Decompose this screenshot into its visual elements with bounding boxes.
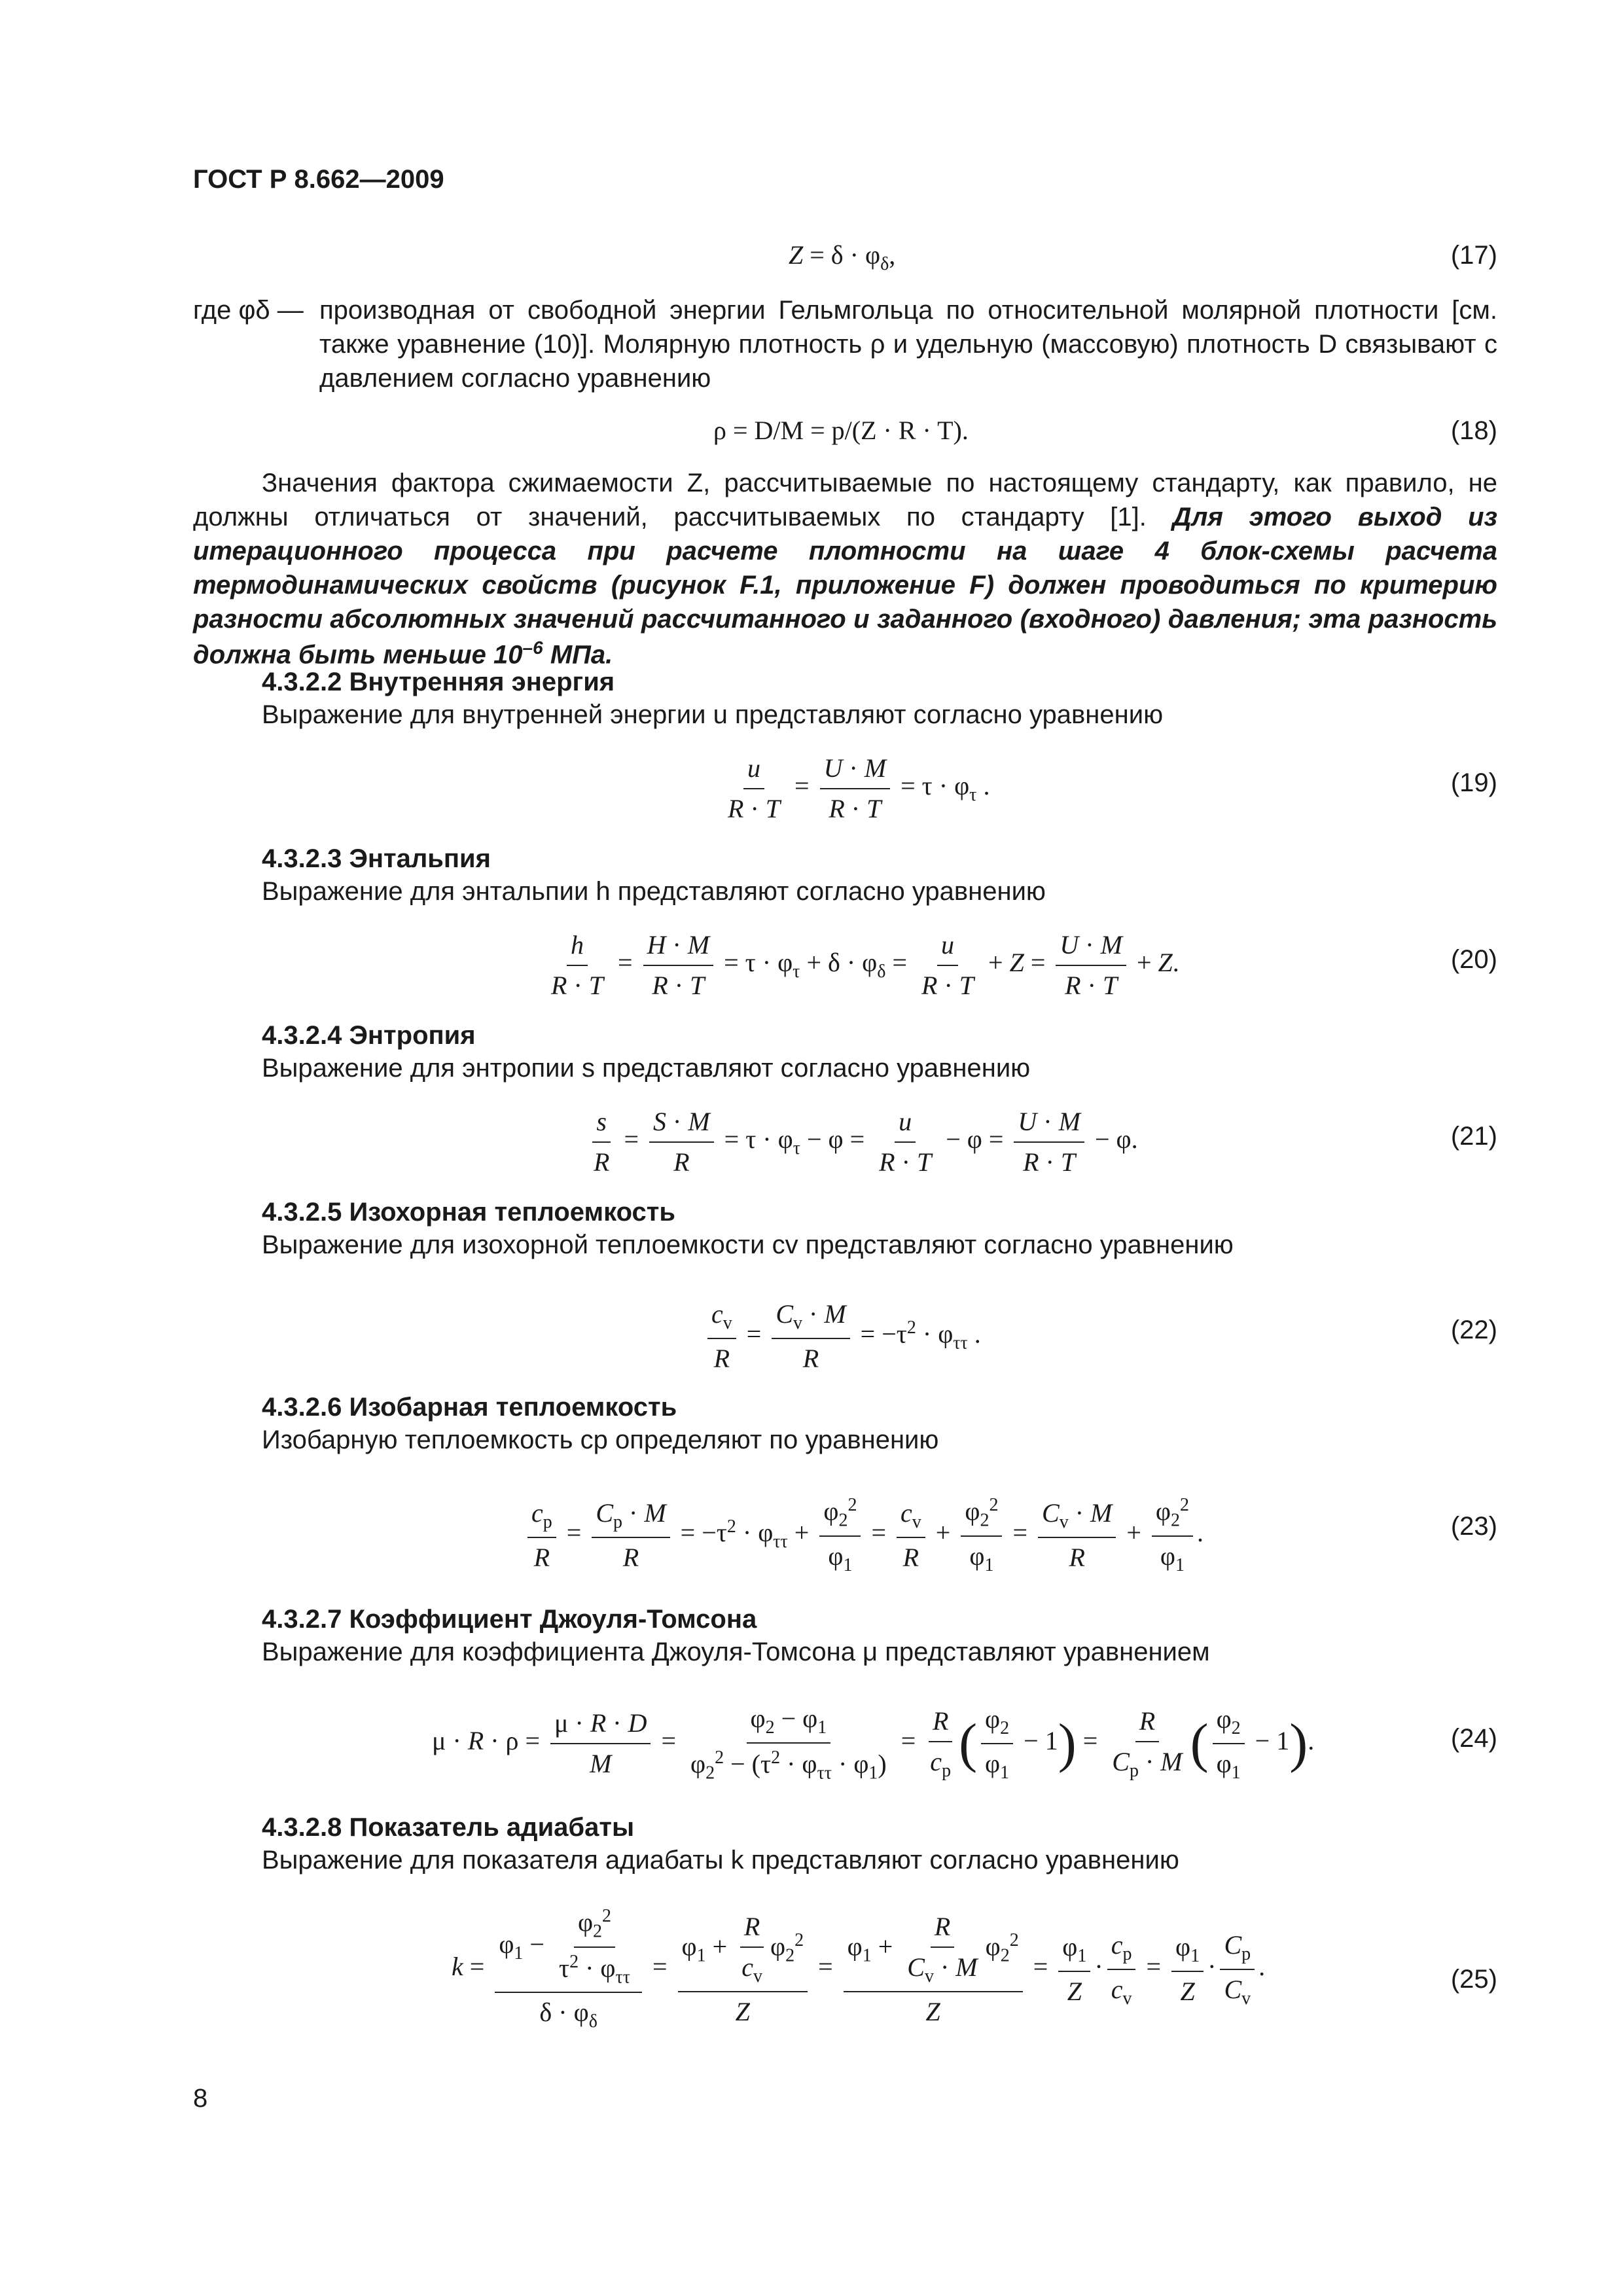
equation-number-23: (23): [1450, 1512, 1497, 1541]
section-text-internal-energy: Выражение для внутренней энергии u представляют согласно уравнению: [262, 700, 1164, 729]
section-title-enthalpy: 4.3.2.3 Энтальпия: [262, 844, 491, 873]
section-title-adiabatic-index: 4.3.2.8 Показатель адиабаты: [262, 1813, 635, 1842]
section-text-isobaric-heat: Изобарную теплоемкость cp определяют по уравнению: [262, 1426, 939, 1454]
equation-17: $Z = \delta \cdot \varphi_\delta$,: [789, 240, 896, 274]
where-label: где φδ —: [193, 296, 304, 325]
section-title-internal-energy: 4.3.2.2 Внутренняя энергия: [262, 668, 615, 696]
equation-number-25: (25): [1450, 1965, 1497, 1994]
equation-22: $\frac{c_v}{R}$ = $\frac{C_v \cdot M}{R}$ = $-\tau^2 \cdot \varphi_{\tau\tau}$ .: [704, 1297, 981, 1376]
section-title-entropy: 4.3.2.4 Энтропия: [262, 1021, 476, 1050]
equation-21: $\frac{s}{R}$ = $\frac{S \cdot M}{R}$ = $\tau \cdot \varphi_\tau - \varphi$ = $\frac{u}{R \cdot T}$ − φ = $\frac{U \cdot M}{R \cdot T}$ − φ.: [586, 1105, 1138, 1179]
equation-number-22: (22): [1450, 1316, 1497, 1344]
equation-number-21: (21): [1450, 1122, 1497, 1151]
equation-18: ρ = D/M = p/(Z · R · T).: [713, 416, 969, 445]
paragraph-unit: МПа.: [543, 640, 613, 670]
equation-19: $\frac{u}{R \cdot T}$ = $\frac{U \cdot M}{R \cdot T}$ = $\tau \cdot \varphi_\tau$ .: [720, 751, 990, 826]
paragraph-bold-italic-text: Для этого выход из итерационного процесса при расчете плотности на шаге 4 блок-схемы расчета термодинамических свойств (рисунок F.1, приложение F) должен проводиться по критерию разности абсолютных значений рассчитанного и заданного (входного) давления; эта разность должна быть меньше 10: [193, 503, 1497, 670]
equation-25: k = $\varphi_1$ − $\frac{\varphi_2^2}{\tau^2 \cdot \varphi_{\tau\tau}}$ $\delta \cdot \varphi_\delta$ = $\varphi_1$ + $\frac{R}{c_v}$ $\varphi_2^2$ Z = $\varphi_1$ + $\frac{R}{C_v \cdot M}$ $\varphi_2^2$ Z = $\frac{\varphi_1}{Z}$ · $\frac{c_p}{c_v}$ = $\frac{\varphi_1}{Z}$ · $\frac{C_p}{C_v}$ .: [452, 1906, 1266, 2032]
where-text: производная от свободной энергии Гельмгольца по относительной молярной плотности [см. также уравнение (10)]. Молярную плотность ρ и удельную (массовую) плотность D связывают с давлением согласно уравнению: [319, 296, 1497, 393]
paragraph-exponent: –6: [522, 637, 543, 658]
equation-number-20: (20): [1450, 945, 1497, 974]
section-text-entropy: Выражение для энтропии s представляют согласно уравнению: [262, 1054, 1031, 1083]
section-title-joule-thomson: 4.3.2.7 Коэффициент Джоуля-Томсона: [262, 1605, 757, 1634]
equation-24: μ · R · ρ = $\frac{\mu \cdot R \cdot D}{M}$ = $\frac{\varphi_2 - \varphi_1}{\varphi_2^2 - (\tau^2 \cdot \varphi_{\tau\tau} \cdot \varphi_1)}$ = $\frac{R}{c_p}$ ( $\frac{\varphi_2}{\varphi_1}$ − 1) = $\frac{R}{C_p \cdot M}$ ( $\frac{\varphi_2}{\varphi_1}$ − 1).: [432, 1702, 1314, 1785]
document-header: ГОСТ Р 8.662—2009: [193, 165, 444, 194]
section-title-isochoric-heat: 4.3.2.5 Изохорная теплоемкость: [262, 1198, 675, 1227]
equation-number-17: (17): [1450, 241, 1497, 270]
section-text-adiabatic-index: Выражение для показателя адиабаты k представляют согласно уравнению: [262, 1846, 1179, 1874]
paragraph-normal-text: Значения фактора сжимаемости Z, рассчитываемые по настоящему стандарту, как правило, не должны отличаться от значений, рассчитываемых по стандарту [1].: [193, 469, 1497, 531]
section-text-isochoric-heat: Выражение для изохорной теплоемкости cv представляют согласно уравнению: [262, 1230, 1234, 1259]
equation-number-24: (24): [1450, 1724, 1497, 1753]
section-text-enthalpy: Выражение для энтальпии h представляют согласно уравнению: [262, 877, 1046, 906]
where-block: [193, 293, 1497, 395]
paragraph-compressibility: [193, 466, 1497, 672]
equation-number-18: (18): [1450, 416, 1497, 445]
equation-23: $\frac{c_p}{R}$ = $\frac{C_p \cdot M}{R}$ = $-\tau^2 \cdot \varphi_{\tau\tau}$ + $\frac{\varphi_2^2}{\varphi_1}$ = $\frac{c_v}{R}$ + $\frac{\varphi_2^2}{\varphi_1}$ = $\frac{C_v \cdot M}{R}$ + $\frac{\varphi_2^2}{\varphi_1}$ .: [524, 1494, 1204, 1577]
equation-20: $\frac{h}{R \cdot T}$ = $\frac{H \cdot M}{R \cdot T}$ = $\tau \cdot \varphi_\tau + \delta \cdot \varphi_\delta$ = $\frac{u}{R \cdot T}$ + Z = $\frac{U \cdot M}{R \cdot T}$ + Z.: [543, 928, 1179, 1003]
section-title-isobaric-heat: 4.3.2.6 Изобарная теплоемкость: [262, 1393, 677, 1422]
page-number: 8: [193, 2084, 208, 2113]
section-text-joule-thomson: Выражение для коэффициента Джоуля-Томсона μ представляют уравнением: [262, 1638, 1210, 1666]
equation-number-19: (19): [1450, 768, 1497, 797]
